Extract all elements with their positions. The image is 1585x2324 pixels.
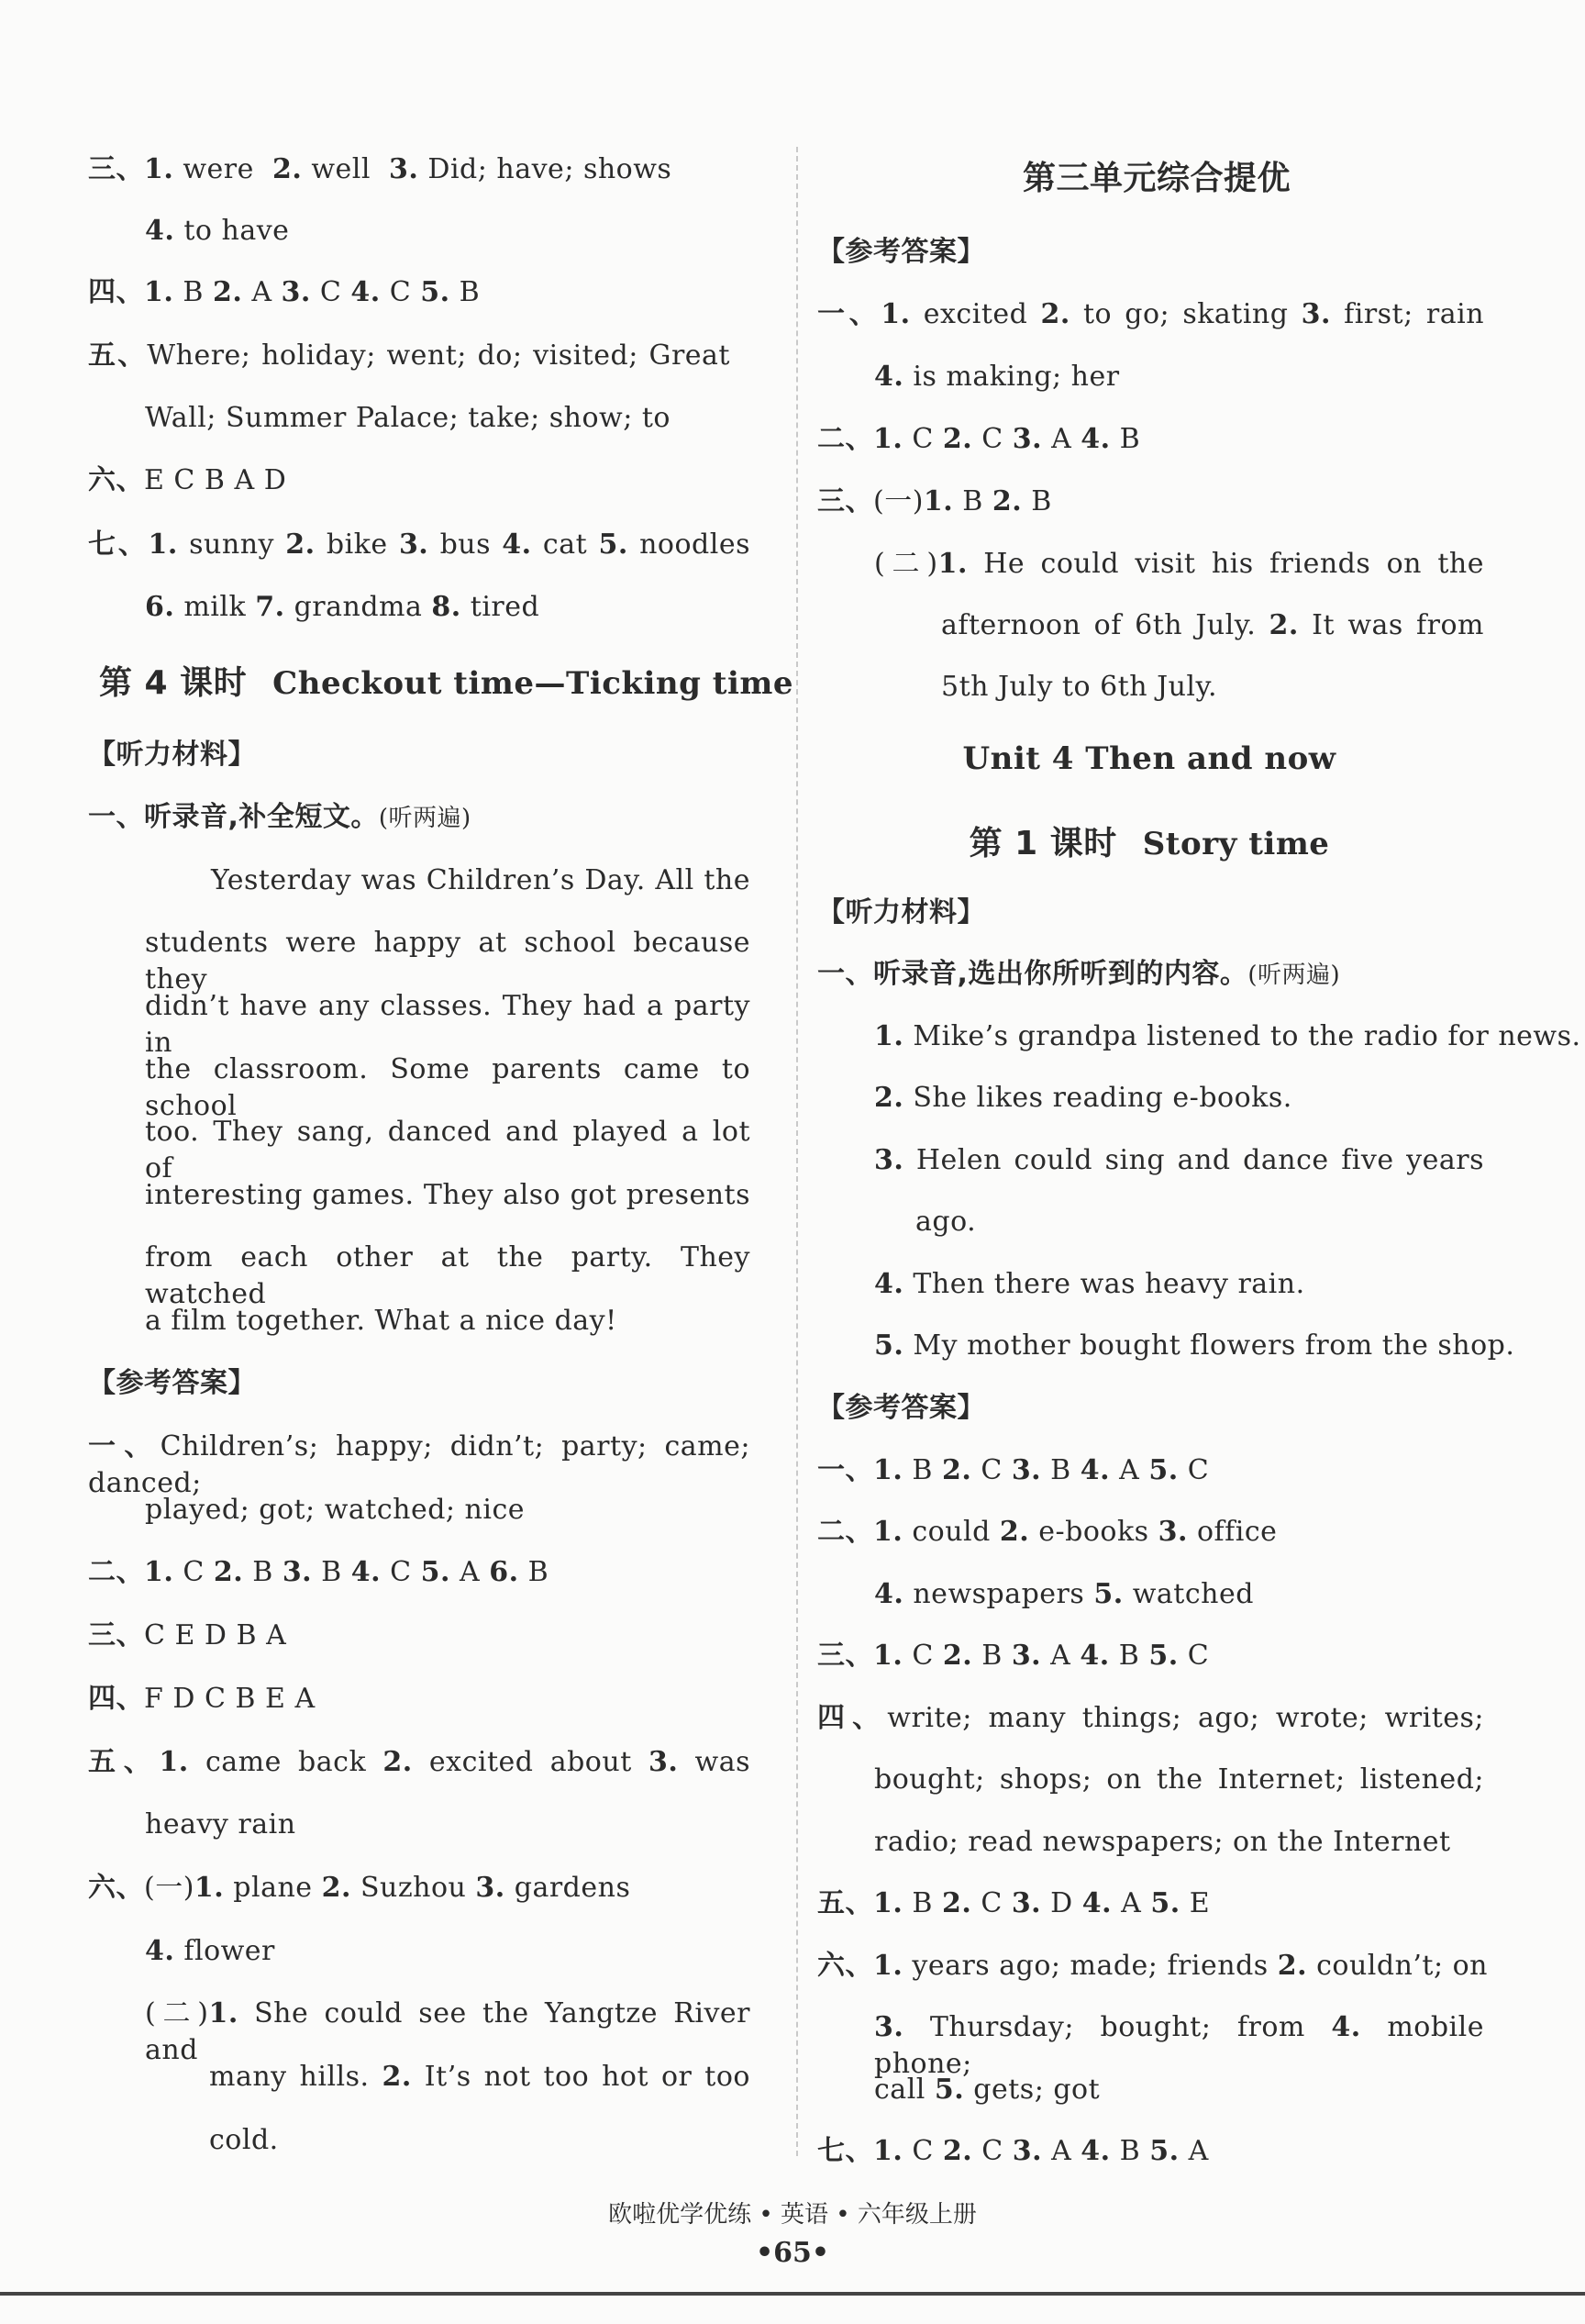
answer-6-line-3: (二)1. She could see the Yangtze River and xyxy=(145,1997,750,2066)
answer-key-heading: 【参考答案】 xyxy=(88,1367,256,1399)
unit-3-review-title: 第三单元综合提优 xyxy=(1022,160,1291,197)
r-answer-3-line-3: afternoon of 6th July. 2. It was from xyxy=(941,609,1484,641)
r-b-answer-6-line-3: call 5. gets; got xyxy=(874,2074,1101,2106)
footer-book-title: 欧啦优学优练 • 英语 • 六年级上册 xyxy=(608,2201,977,2229)
answer-6-line-1: 六、(一)1. plane 2. Suzhou 3. gardens xyxy=(88,1872,631,1904)
section-5-line-2: Wall; Summer Palace; take; show; to xyxy=(145,402,671,434)
unit-4-title: Unit 4 Then and now xyxy=(962,740,1336,777)
answer-1-line-2: played; got; watched; nice xyxy=(145,1494,526,1526)
passage-line: too. They sang, danced and played a lot of xyxy=(145,1116,750,1184)
r-b-answer-6-line-2: 3. Thursday; bought; from 4. mobile phone; xyxy=(874,2011,1484,2080)
page-number: •65• xyxy=(755,2237,830,2269)
section-3-line-2: 4. to have xyxy=(145,215,290,247)
r-answer-3-line-4: 5th July to 6th July. xyxy=(941,671,1218,703)
passage-line: the classroom. Some parents came to school xyxy=(145,1053,750,1122)
passage-line: from each other at the party. They watched xyxy=(145,1241,750,1310)
answer-6-line-4: many hills. 2. It’s not too hot or too xyxy=(209,2061,750,2093)
section-3-line-1: 三、1. were 2. well 3. Did; have; shows xyxy=(88,153,672,185)
listening-task: 一、听录音,补全短文。(听两遍) xyxy=(88,801,471,833)
answer-5-line-2: heavy rain xyxy=(145,1808,296,1840)
section-7-line-2: 6. milk 7. grandma 8. tired xyxy=(145,591,540,623)
r-answer-1-line-2: 4. is making; her xyxy=(874,361,1120,393)
r-b-answer-6-line-1: 六、1. years ago; made; friends 2. couldn’t; on xyxy=(817,1950,1489,1982)
passage-line: didn’t have any classes. They had a party in xyxy=(145,990,750,1059)
r-b-answer-2-line-1: 二、1. could 2. e-books 3. office xyxy=(817,1516,1278,1548)
r-b-answer-7: 七、1. C 2. C 3. A 4. B 5. A xyxy=(817,2135,1209,2167)
r-b-answer-2-line-2: 4. newspapers 5. watched xyxy=(874,1578,1254,1610)
lesson-4-heading: 第 4 课时 Checkout time—Ticking time xyxy=(99,664,793,702)
listening-sentence: 2. She likes reading e-books. xyxy=(874,1082,1292,1114)
section-3-answers: were 2. well 3. Did; have; shows xyxy=(183,153,672,185)
section-7-line-1: 七、1. sunny 2. bike 3. bus 4. cat 5. noodles xyxy=(88,528,750,561)
listening-sentence: 4. Then there was heavy rain. xyxy=(874,1268,1305,1300)
listening-sentence: 3. Helen could sing and dance five years xyxy=(874,1144,1484,1176)
answer-5-line-1: 五、1. came back 2. excited about 3. was xyxy=(88,1746,750,1778)
r-b-answer-4-line-2: bought; shops; on the Internet; listened; xyxy=(874,1763,1484,1796)
r-b-answer-4-line-1: 四、write; many things; ago; wrote; writes; xyxy=(817,1702,1485,1734)
passage-line: students were happy at school because they xyxy=(145,927,750,995)
section-6: 六、E C B A D xyxy=(88,464,287,496)
passage-line: Yesterday was Children’s Day. All the xyxy=(211,864,750,896)
answer-2: 二、1. C 2. B 3. B 4. C 5. A 6. B xyxy=(88,1556,549,1588)
answer-key-heading: 【参考答案】 xyxy=(817,236,985,268)
r-b-answer-3: 三、1. C 2. B 3. A 4. B 5. C xyxy=(817,1640,1210,1672)
r-b-answer-1: 一、1. B 2. C 3. B 4. A 5. C xyxy=(817,1454,1210,1486)
listening-sentence: 1. Mike’s grandpa listened to the radio for news. xyxy=(874,1020,1581,1052)
r-answer-2: 二、1. C 2. C 3. A 4. B xyxy=(817,423,1141,455)
column-divider xyxy=(796,147,798,2156)
listening-sentence: 5. My mother bought flowers from the shop. xyxy=(874,1329,1515,1362)
section-5-line-1: 五、Where; holiday; went; do; visited; Great xyxy=(88,339,730,372)
lesson-1-heading: 第 1 课时 Story time xyxy=(969,825,1330,862)
answer-3: 三、C E D B A xyxy=(88,1619,287,1651)
listening-sentence: ago. xyxy=(915,1206,977,1238)
r-answer-3-line-1: 三、(一)1. B 2. B xyxy=(817,485,1052,517)
answer-6-line-5: cold. xyxy=(209,2124,279,2156)
r-answer-3-line-2: (二)1. He could visit his friends on the xyxy=(874,548,1484,580)
answer-1-line-1: 一、Children’s; happy; didn’t; party; came; danced; xyxy=(88,1430,750,1499)
listening-material-heading: 【听力材料】 xyxy=(817,896,985,928)
answer-6-line-2: 4. flower xyxy=(145,1935,275,1967)
listening-task: 一、听录音,选出你所听到的内容。(听两遍) xyxy=(817,958,1341,990)
bottom-rule xyxy=(0,2292,1585,2296)
answer-4: 四、F D C B E A xyxy=(88,1683,316,1715)
r-answer-1-line-1: 一、1. excited 2. to go; skating 3. first; rain xyxy=(817,298,1485,330)
section-4: 四、1. B 2. A 3. C 4. C 5. B xyxy=(88,276,481,308)
answer-key-heading-2: 【参考答案】 xyxy=(817,1392,985,1424)
passage-line: a film together. What a nice day! xyxy=(145,1305,617,1337)
listening-material-heading: 【听力材料】 xyxy=(88,739,256,771)
r-b-answer-5: 五、1. B 2. C 3. D 4. A 5. E xyxy=(817,1887,1211,1919)
passage-line: interesting games. They also got presents xyxy=(145,1179,750,1211)
r-b-answer-4-line-3: radio; read newspapers; on the Internet xyxy=(874,1826,1451,1858)
